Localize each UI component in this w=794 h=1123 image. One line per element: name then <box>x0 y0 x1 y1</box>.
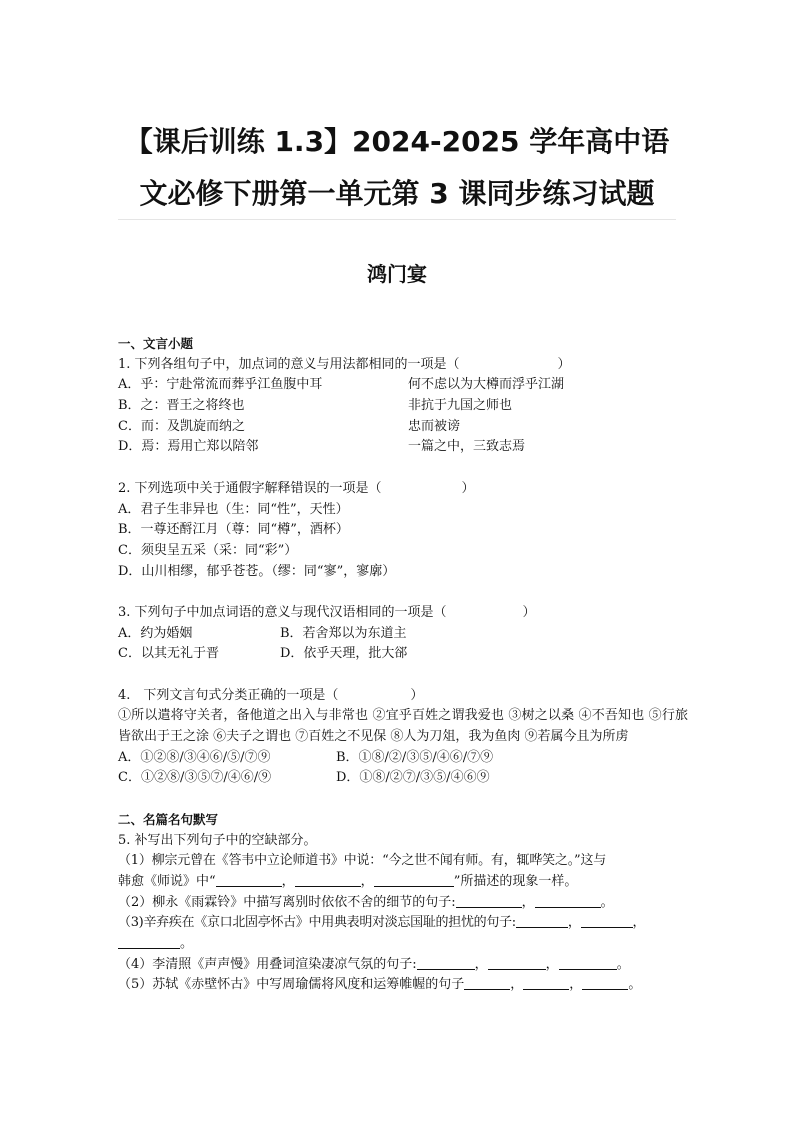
question-1-option: C．而：及凯旋而纳之 忠而被谤 <box>118 418 461 434</box>
question-5-item-1-blanks: 韩愈《师说》中“ ， ， ”所描述的现象一样。 <box>118 873 578 889</box>
answer-blank[interactable] <box>118 934 180 949</box>
answer-blank[interactable] <box>417 955 475 970</box>
question-5-item-3: （3)辛弃疾在《京口北固亭怀古》中用典表明对淡忘国耻的担忧的句子: ， ， <box>118 915 646 931</box>
question-1-option: D．焉：焉用亡郑以陪邻 一篇之中，三致志焉 <box>118 439 526 455</box>
answer-blank[interactable] <box>456 893 522 908</box>
answer-blank[interactable] <box>216 872 282 887</box>
question-4-option: A．①②⑧/③④⑥/⑤/⑦⑨ B．①⑧/②/③⑤/④⑥/⑦⑨ <box>118 749 494 765</box>
question-5-item-1: （1）柳宗元曾在《答韦中立论师道书》中说：“今之世不闻有师。有，辄哗笑之。”这与 <box>118 853 607 869</box>
answer-blank[interactable] <box>535 893 601 908</box>
section-heading-1: 一、文言小题 <box>118 336 194 351</box>
question-5-item-4: （4）李清照《声声慢》用叠词渲染凄凉气氛的句子: ， ， 。 <box>118 956 630 972</box>
question-4-sentences: ①所以遣将守关者，备他道之出入与非常也 ②宜乎百姓之谓我爱也 ③树之以桑 ④不吾知也 ⑤行旅皆欲出于王之涂 ⑥夫子之谓也 ⑦百姓之不见保 ⑧人为刀俎，我为鱼肉 ⑨若属今且为所虏 <box>118 708 688 745</box>
question-3-option: A．约为婚姻 B．若舍郑以为东道主 <box>118 625 407 641</box>
question-2-option: D．山川相缪，郁乎苍苍。（缪：同“寥”，寥廓） <box>118 563 396 579</box>
question-4-stem: 4. 下列文言句式分类正确的一项是（ ） <box>118 687 424 703</box>
question-5-item-5: （5）苏轼《赤壁怀古》中写周瑜儒将风度和运筹帷幄的句子 ， ， 。 <box>118 977 642 993</box>
answer-blank[interactable] <box>516 913 568 928</box>
answer-blank[interactable] <box>581 913 633 928</box>
answer-blank[interactable] <box>523 975 569 990</box>
question-1-option: A．乎：宁赴常流而葬乎江鱼腹中耳 何不虑以为大樽而浮乎江湖 <box>118 377 565 393</box>
question-2-option: C．须臾呈五采（采：同“彩”） <box>118 542 298 558</box>
question-2-option: A．君子生非异也（生：同“性”，天性） <box>118 501 349 517</box>
title-divider <box>118 219 676 220</box>
question-2-option: B．一尊还酹江月（尊：同“樽”，酒杯） <box>118 522 349 538</box>
title-line-1: 【课后训练 1.3】2024-2025 学年高中语 <box>124 125 670 158</box>
question-3-stem: 3. 下列句子中加点词语的意义与现代汉语相同的一项是（ ） <box>118 604 536 620</box>
lesson-title: 鸿门宴 <box>367 262 427 286</box>
document-title <box>100 116 694 220</box>
question-4-option: C．①②⑧/③⑤⑦/④⑥/⑨ D．①⑧/②⑦/③⑤/④⑥⑨ <box>118 770 490 786</box>
answer-blank[interactable] <box>488 955 546 970</box>
answer-blank[interactable] <box>295 872 361 887</box>
answer-blank[interactable] <box>464 975 510 990</box>
question-1-stem: 1. 下列各组句子中，加点词的意义与用法都相同的一项是（ ） <box>118 356 571 372</box>
question-3-option: C．以其无礼于晋 D．依乎天理，批大郤 <box>118 646 408 662</box>
question-1-option: B．之：晋王之将终也 非抗于九国之师也 <box>118 398 513 414</box>
answer-blank[interactable] <box>559 955 617 970</box>
question-5-item-2: （2）柳永《雨霖铃》中描写离别时依依不舍的细节的句子: ， 。 <box>118 894 614 910</box>
worksheet-body <box>118 334 688 996</box>
question-2-stem: 2. 下列选项中关于通假字解释错误的一项是（ ） <box>118 480 475 496</box>
question-5-stem: 5. 补写出下列句子中的空缺部分。 <box>118 832 317 848</box>
section-heading-2: 二、名篇名句默写 <box>118 811 219 827</box>
question-5-item-3-cont: 。 <box>118 934 688 955</box>
title-line-2: 文必修下册第一单元第 3 课同步练习试题 <box>139 177 655 210</box>
answer-blank[interactable] <box>374 872 454 887</box>
answer-blank[interactable] <box>582 975 628 990</box>
